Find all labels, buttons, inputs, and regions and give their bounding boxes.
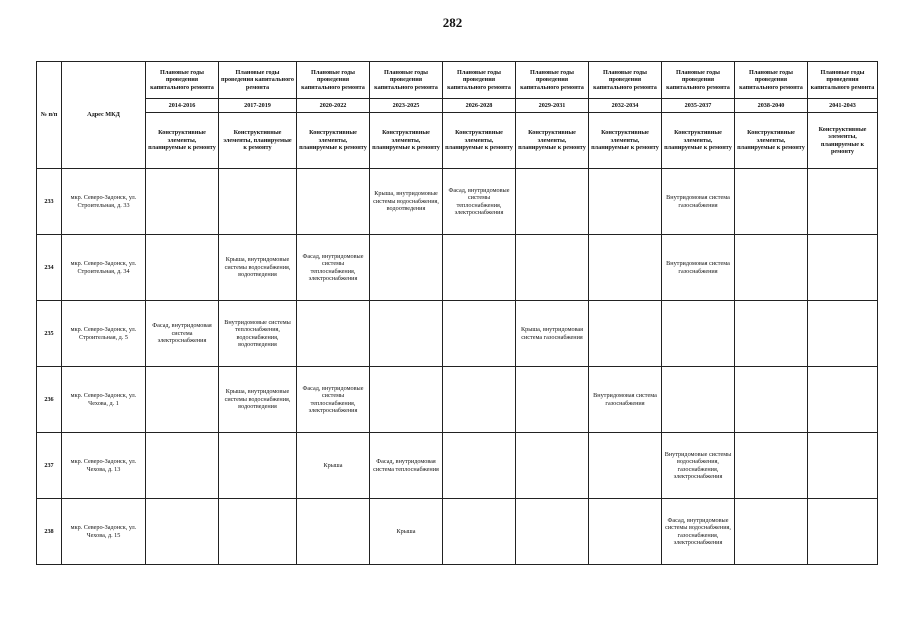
repair-cell	[146, 169, 219, 235]
header-year: 2017-2019	[219, 99, 297, 113]
header-period: Плановые годы проведения капитального ремонта	[146, 62, 219, 99]
repair-cell	[735, 169, 808, 235]
repair-cell: Фасад, внутридомовая система теплоснабжения	[370, 433, 443, 499]
table-row	[37, 499, 878, 565]
row-address: мкр. Северо-Задонск, ул. Чехова, д. 15	[62, 499, 146, 565]
row-address: мкр. Северо-Задонск, ул. Чехова, д. 1	[62, 367, 146, 433]
page-number: 282	[442, 15, 463, 30]
header-elements: Конструктивные элементы, планируемые к ремонту	[443, 113, 516, 169]
row-number: 238	[37, 499, 62, 565]
table-row	[37, 301, 878, 367]
header-period: Плановые годы проведения капитального ремонта	[516, 62, 589, 99]
header-address: Адрес МКД	[62, 62, 146, 169]
header-year: 2038-2040	[735, 99, 808, 113]
row-number: 235	[37, 301, 62, 367]
repair-cell: Внутридомовые системы теплоснабжения, водоснабжения, водоотведения	[219, 301, 297, 367]
repair-cell	[146, 367, 219, 433]
repair-cell	[370, 367, 443, 433]
repair-cell: Внутридомовая система газоснабжения	[662, 235, 735, 301]
repair-cell	[146, 433, 219, 499]
header-period: Плановые годы проведения капитального ремонта	[589, 62, 662, 99]
repair-cell	[662, 301, 735, 367]
repair-cell	[808, 367, 878, 433]
header-row-years	[37, 99, 878, 113]
repair-cell	[297, 169, 370, 235]
header-period: Плановые годы проведения капитального ремонта	[370, 62, 443, 99]
repair-cell: Фасад, внутридомовые системы теплоснабжения, электроснабжения	[443, 169, 516, 235]
repair-cell	[735, 301, 808, 367]
repair-cell: Фасад, внутридомовая система электроснабжения	[146, 301, 219, 367]
header-year: 2041-2043	[808, 99, 878, 113]
repair-cell	[589, 499, 662, 565]
repair-cell	[516, 235, 589, 301]
repair-cell: Фасад, внутридомовые системы теплоснабжения, электроснабжения	[297, 367, 370, 433]
header-elements: Конструктивные элементы, планируемые к ремонту	[662, 113, 735, 169]
header-period: Плановые годы проведения капитального ремонта	[662, 62, 735, 99]
table-row	[37, 235, 878, 301]
row-address: мкр. Северо-Задонск, ул. Чехова, д. 13	[62, 433, 146, 499]
repair-cell	[443, 301, 516, 367]
row-address: мкр. Северо-Задонск, ул. Строительная, д. 34	[62, 235, 146, 301]
repair-cell	[370, 301, 443, 367]
repair-cell: Внутридомовые системы водоснабжения, газоснабжения, электроснабжения	[662, 433, 735, 499]
header-year: 2026-2028	[443, 99, 516, 113]
repair-cell	[443, 499, 516, 565]
repair-cell: Крыша	[297, 433, 370, 499]
repair-cell	[735, 367, 808, 433]
table-row	[37, 433, 878, 499]
repair-cell: Фасад, внутридомовые системы теплоснабжения, электроснабжения	[297, 235, 370, 301]
header-row-periods	[37, 62, 878, 99]
header-elements: Конструктивные элементы, планируемые к ремонту	[370, 113, 443, 169]
repair-cell	[735, 433, 808, 499]
repair-cell	[589, 235, 662, 301]
repair-cell	[589, 433, 662, 499]
table-row	[37, 169, 878, 235]
header-year: 2029-2031	[516, 99, 589, 113]
header-elements: Конструктивные элементы, планируемые к ремонту	[589, 113, 662, 169]
header-elements: Конструктивные элементы, планируемые к ремонту	[735, 113, 808, 169]
repair-cell	[808, 499, 878, 565]
header-period: Плановые годы проведения капитального ремонта	[808, 62, 878, 99]
repair-cell: Внутридомовая система газоснабжения	[662, 169, 735, 235]
header-elements: Конструктивные элементы, планируемые к ремонту	[219, 113, 297, 169]
row-number: 237	[37, 433, 62, 499]
header-elements: Конструктивные элементы, планируемые к ремонту	[297, 113, 370, 169]
repair-cell	[808, 433, 878, 499]
repair-cell	[146, 235, 219, 301]
repair-cell	[589, 169, 662, 235]
row-number: 236	[37, 367, 62, 433]
repair-cell	[219, 169, 297, 235]
header-year: 2035-2037	[662, 99, 735, 113]
table-row	[37, 367, 878, 433]
repair-cell: Крыша, внутридомовые системы водоснабжения, водоотведения	[219, 235, 297, 301]
repair-cell	[219, 499, 297, 565]
repair-cell	[516, 169, 589, 235]
header-year: 2023-2025	[370, 99, 443, 113]
repair-cell	[662, 367, 735, 433]
repair-cell	[443, 235, 516, 301]
repair-cell	[589, 301, 662, 367]
repair-cell	[516, 367, 589, 433]
row-address: мкр. Северо-Задонск, ул. Строительная, д. 33	[62, 169, 146, 235]
repair-cell: Крыша, внутридомовая система газоснабжения	[516, 301, 589, 367]
repair-cell: Крыша, внутридомовые системы водоснабжения, водоотведения	[370, 169, 443, 235]
header-period: Плановые годы проведения капитального ремонта	[443, 62, 516, 99]
repair-cell	[735, 499, 808, 565]
repair-cell	[735, 235, 808, 301]
header-elements: Конструктивные элементы, планируемые к ремонту	[146, 113, 219, 169]
repair-cell	[219, 433, 297, 499]
repair-cell	[297, 301, 370, 367]
header-year: 2032-2034	[589, 99, 662, 113]
repair-cell: Крыша, внутридомовые системы водоснабжения, водоотведения	[219, 367, 297, 433]
capital-repair-table	[36, 61, 878, 565]
header-num: № п/п	[37, 62, 62, 169]
repair-cell: Крыша	[370, 499, 443, 565]
repair-cell	[808, 235, 878, 301]
repair-cell: Фасад, внутридомовые системы водоснабжения, газоснабжения, электроснабжения	[662, 499, 735, 565]
repair-cell	[516, 433, 589, 499]
row-number: 234	[37, 235, 62, 301]
repair-cell	[370, 235, 443, 301]
repair-cell	[443, 367, 516, 433]
repair-cell	[297, 499, 370, 565]
header-period: Плановые годы проведения капитального ремонта	[735, 62, 808, 99]
header-elements: Конструктивные элементы, планируемые к ремонту	[808, 113, 878, 169]
header-year: 2014-2016	[146, 99, 219, 113]
repair-cell	[808, 301, 878, 367]
row-address: мкр. Северо-Задонск, ул. Строительная, д. 5	[62, 301, 146, 367]
repair-cell	[516, 499, 589, 565]
repair-cell	[146, 499, 219, 565]
header-elements: Конструктивные элементы, планируемые к ремонту	[516, 113, 589, 169]
row-number: 233	[37, 169, 62, 235]
repair-cell	[808, 169, 878, 235]
header-year: 2020-2022	[297, 99, 370, 113]
repair-cell	[443, 433, 516, 499]
header-period: Плановые годы проведения капитального ремонта	[219, 62, 297, 99]
repair-cell: Внутридомовая система газоснабжения	[589, 367, 662, 433]
header-period: Плановые годы проведения капитального ремонта	[297, 62, 370, 99]
header-row-elements	[37, 113, 878, 169]
